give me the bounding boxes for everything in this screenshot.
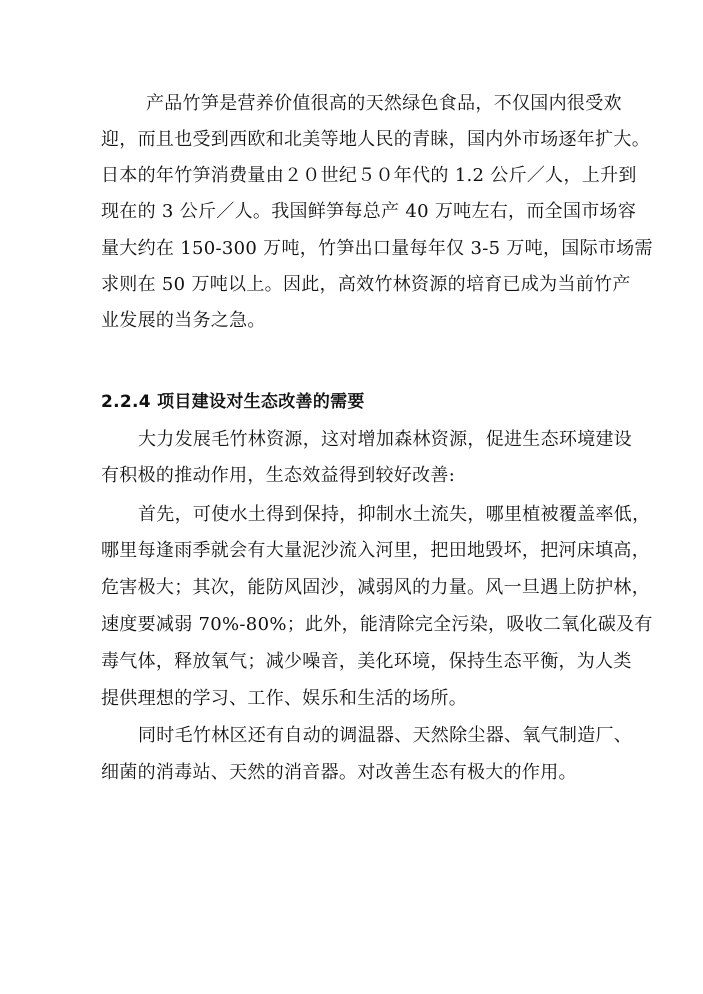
section-heading: 2.2.4 项目建设对生态改善的需要 bbox=[101, 392, 365, 412]
paragraph-3-line-1: 首先，可使水土得到保持，抑制水土流失，哪里植被覆盖率低， bbox=[138, 504, 651, 525]
paragraph-4-line-1: 同时毛竹林区还有自动的调温器、天然除尘器、氧气制造厂、 bbox=[138, 725, 633, 746]
paragraph-1-line-1: 产品竹笋是营养价值很高的天然绿色食品，不仅国内很受欢 bbox=[146, 93, 622, 114]
paragraph-1-line-2: 迎，而且也受到西欧和北美等地人民的青睐，国内外市场逐年扩大。 bbox=[101, 129, 650, 150]
paragraph-3-line-2: 哪里每逢雨季就会有大量泥沙流入河里，把田地毁坏，把河床填高， bbox=[101, 540, 650, 561]
paragraph-2-line-2: 有积极的推动作用，生态效益得到较好改善: bbox=[101, 465, 456, 486]
paragraph-3-line-6: 提供理想的学习、工作、娱乐和生活的场所。 bbox=[101, 688, 467, 709]
paragraph-1-line-6: 求则在 50 万吨以上。因此，高效竹林资源的培育已成为当前竹产 bbox=[101, 274, 631, 295]
paragraph-1-line-4: 现在的 3 公斤／人。我国鲜笋每总产 40 万吨左右，而全国市场容 bbox=[101, 201, 637, 222]
paragraph-2-line-1: 大力发展毛竹林资源，这对增加森林资源，促进生态环境建设 bbox=[138, 429, 633, 450]
paragraph-1-line-7: 业发展的当务之急。 bbox=[101, 310, 266, 331]
paragraph-1-line-5: 量大约在 150-300 万吨，竹笋出口量每年仅 3-5 万吨，国际市场需 bbox=[101, 238, 653, 259]
paragraph-3-line-4: 速度要减弱 70%-80%；此外，能清除完全污染，吸收二氧化碳及有 bbox=[101, 614, 653, 635]
paragraph-3-line-5: 毒气体，释放氧气；减少噪音，美化环境，保持生态平衡，为人类 bbox=[101, 651, 632, 672]
paragraph-3-line-3: 危害极大；其次，能防风固沙，减弱风的力量。风一旦遇上防护林， bbox=[101, 577, 650, 598]
paragraph-4-line-2: 细菌的消毒站、天然的消音器。对改善生态有极大的作用。 bbox=[101, 762, 577, 783]
paragraph-1-line-3: 日本的年竹笋消费量由２０世纪５０年代的 1.2 公斤／人，上升到 bbox=[101, 165, 637, 186]
